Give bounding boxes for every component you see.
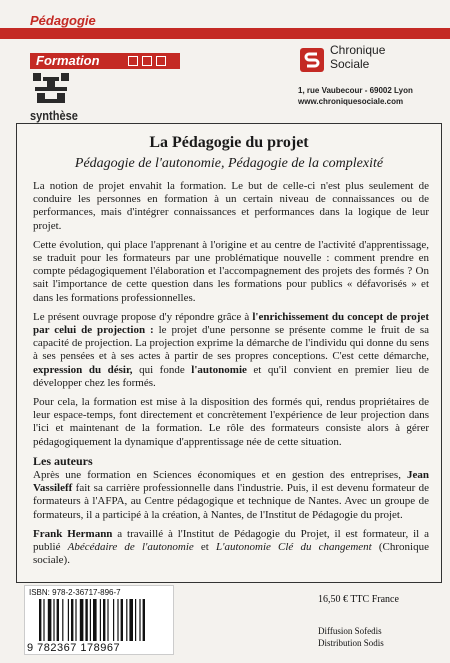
ean-number: 9 782367 178967: [27, 642, 121, 654]
author-bio: Frank Hermann a travaillé à l'Institut de Pédagogie du Projet, il est formateur, il a publié Abécédaire de l'autonomie et L'autonomie Clé du changement (Chronique sociale).: [33, 527, 429, 567]
paragraph: Cette évolution, qui place l'apprenant à l'origine et au centre de l'activité d'apprentissage, se traduit pour les formateurs par une problématique nouvelle : comment prendre en compte pédagogiquement l'élaboration et l'accompagnement des projets des formés ? On sait l'importance de cette question dans les formations pour publics « défavorisés » et dans les formations professionnelles.: [33, 238, 429, 304]
publisher-name: Chronique Sociale: [330, 43, 386, 71]
synthese-logo-icon: [31, 73, 71, 109]
paragraph: La notion de projet envahit la formation. Le but de celle-ci n'est plus seulement de conduire les personnes en formation à un certain niveau de connaissances ou de performances, mais d'intégrer connaissances et performances dans la logique de leur projet.: [33, 180, 429, 232]
back-cover-text-box: [16, 123, 442, 583]
book-title: La Pédagogie du projet: [149, 134, 309, 151]
paragraph: Pour cela, la formation est mise à la disposition des formés qui, rendus propriétaires de leur espace-temps, font directement et concrètement l'expérience de leur projection dans l'ici et maintenant de la formation. Le rôle des formateurs consiste alors à gérer pédagogiquement la dynamique d'apprentissage née de cette situation.: [33, 396, 429, 448]
book-subtitle: Pédagogie de l'autonomie, Pédagogie de la complexité: [74, 156, 384, 171]
publisher-address: 1, rue Vaubecour - 69002 Lyon www.chroniquesociale.com: [298, 86, 413, 106]
square-icon: [156, 56, 166, 66]
barcode: [24, 585, 174, 655]
square-icon: [128, 56, 138, 66]
distribution-info: Diffusion Sofedis Distribution Sodis: [318, 626, 384, 648]
square-icon: [142, 56, 152, 66]
barcode-bars: [39, 599, 167, 641]
price: 16,50 € TTC France: [318, 594, 399, 605]
authors-heading: Les auteurs: [33, 453, 93, 468]
blurb: [33, 180, 429, 573]
author-bio: Après une formation en Sciences économiques et en gestion des entreprises, Jean Vassileff fait sa carrière professionnelle dans l'industrie. Puis, il est devenu formateur de formateurs à l'AFPA, au Centre pédagogique et technique de Nantes. Avec un groupe de formateurs, il a participé à la création, à Nantes, de l'Institut de Pédagogie du projet.: [33, 469, 429, 521]
paragraph: Le présent ouvrage propose d'y répondre grâce à l'enrichissement du concept de projet par celui de projection : le projet d'une personne se présente comme le fruit de sa capacité de projection. La projection exprime la démarche de l'individu qui donne du sens à ses pensées et à ses actes à partir de ses propres conceptions. C'est cette démarche, expression du désir, qui fonde l'autonomie et qu'il convient en premier lieu de développer chez les formés.: [33, 310, 430, 389]
series-subtitle: Formation: [36, 53, 100, 68]
series-title: Pédagogie: [30, 13, 96, 28]
chronique-sociale-logo-icon: [300, 48, 324, 72]
collection-name: synthèse: [30, 108, 78, 123]
isbn: ISBN: 978-2-36717-896-7: [29, 588, 121, 597]
header: [0, 0, 450, 123]
series-bar: [0, 28, 450, 39]
publisher-website[interactable]: www.chroniquesociale.com: [298, 97, 404, 106]
